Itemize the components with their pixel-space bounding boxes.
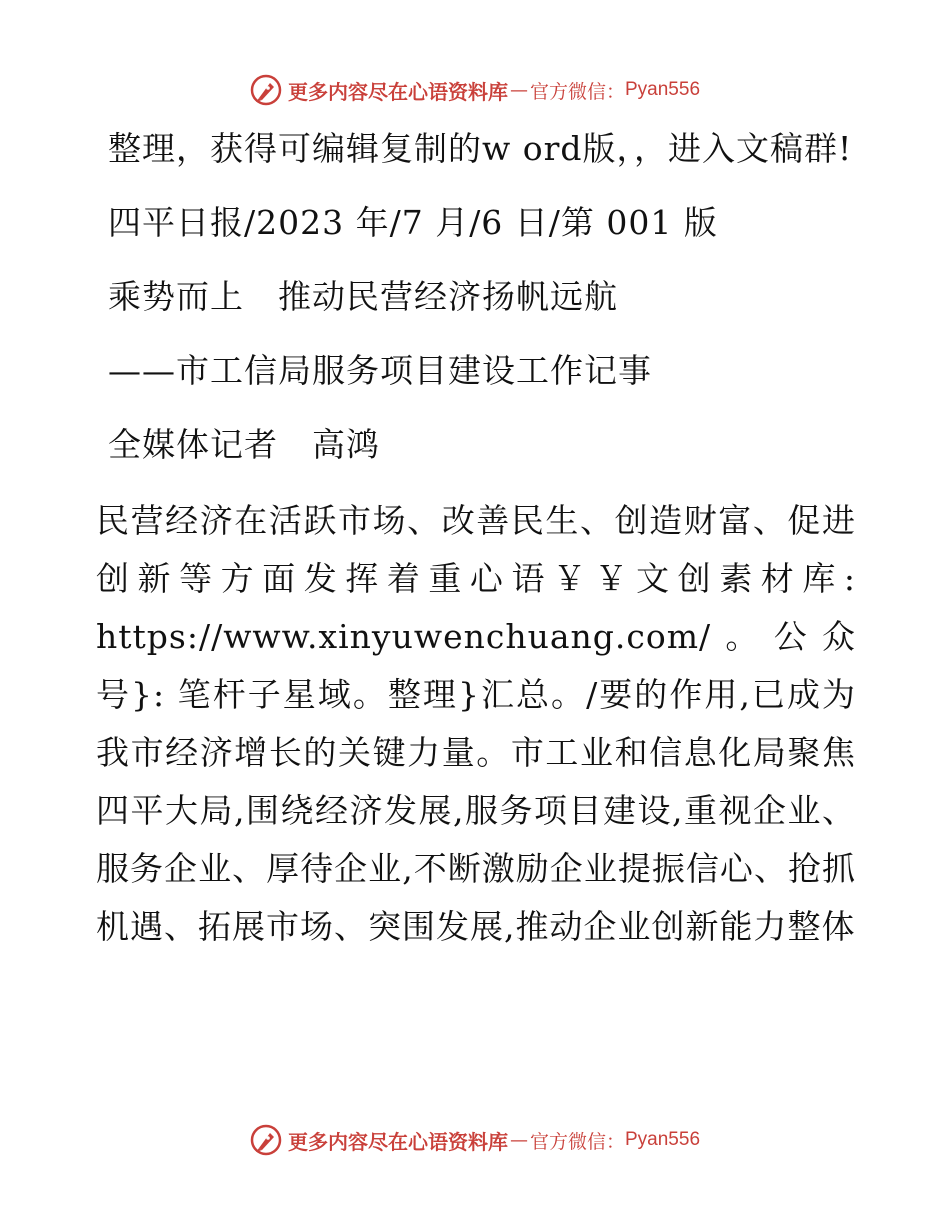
body-paragraph: 民营经济在活跃市场、改善民生、创造财富、促进创新等方面发挥着重心语￥￥文创素材库: https://www.xinyuwenchuang.com/。公众号}: 笔杆子星域。整理}汇总。/要的作用,已成为我市经济增长的关键力量。市工业和信息化局聚焦四平大局,围绕经济发展,服务项目建设,重视企业、服务企业、厚待企业,不断激励企业提振信心、抢抓机遇、拓展市场、突围发展,推动企业创新能力整体 (96, 501, 856, 946)
watermark-separator: — (509, 1129, 528, 1151)
subheadline: ——市工信局服务项目建设工作记事 (108, 351, 652, 390)
watermark-wechat-label: 官方微信： (529, 1130, 625, 1153)
watermark-separator: — (509, 79, 528, 101)
watermark-wechat-label: 官方微信： (529, 80, 625, 103)
byline: 全媒体记者 高鸿 (108, 425, 380, 464)
document-content (96, 122, 856, 956)
watermark-footer (0, 1122, 950, 1158)
watermark-site-label: 更多内容尽在心语资料库 (287, 79, 508, 104)
pen-nib-logo-icon (250, 1124, 282, 1156)
intro-text: 整理，获得可编辑复制的w ord版，，进入文稿群! (108, 129, 853, 168)
watermark-site-label: 更多内容尽在心语资料库 (287, 1129, 508, 1154)
pen-nib-logo-icon (250, 74, 282, 106)
watermark-wechat-id: Pyan556 (625, 79, 701, 100)
headline: 乘势而上 推动民营经济扬帆远航 (108, 277, 618, 316)
source-line: 四平日报/2023 年/7 月/6 日/第 001 版 (108, 203, 718, 242)
watermark-header (0, 72, 950, 108)
watermark-wechat-id: Pyan556 (625, 1129, 701, 1150)
